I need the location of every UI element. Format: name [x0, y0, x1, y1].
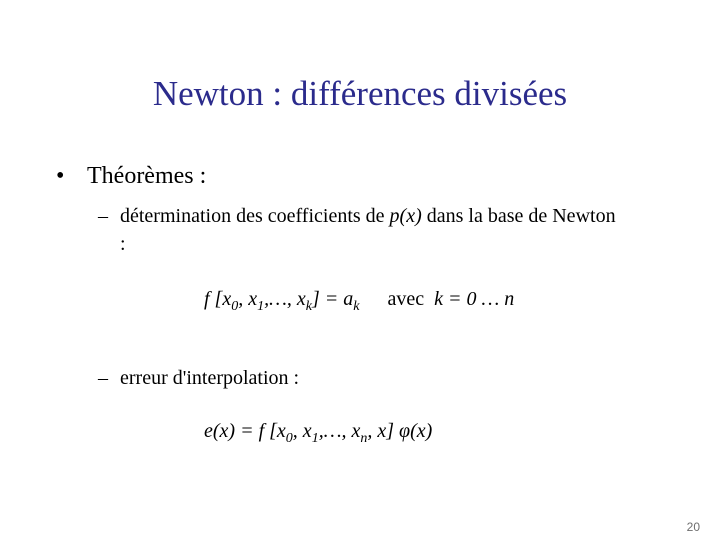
formula1-lhs: f [x: [204, 288, 232, 310]
formula1-rhs: ] = a: [312, 288, 354, 310]
slide-title: Newton : différences divisées: [152, 74, 568, 113]
formula-erreur: [204, 420, 432, 447]
sub-bullet-determination: [98, 202, 718, 258]
formula2-subn: n: [360, 431, 368, 446]
formula1-subk: k: [305, 299, 312, 314]
formula2-sub0: 0: [285, 431, 293, 446]
sub-bullet-marker: –: [98, 205, 108, 227]
formula2-rhs: , x]: [367, 420, 400, 442]
sub-bullet-determination-end: dans la base de Newton: [421, 205, 616, 227]
formula1-dots: ,…, x: [264, 288, 306, 310]
page-number: 20: [686, 520, 700, 534]
sub-bullet-marker: –: [98, 367, 108, 389]
bullet-theoremes: [56, 163, 206, 190]
sub-bullet-determination-text: détermination des coefficients de: [120, 205, 390, 227]
formula2-lhs: e(x) = f [x: [204, 420, 286, 442]
sub-bullet-erreur-text: erreur d'interpolation :: [120, 367, 300, 389]
formula1-subk2: k: [353, 299, 360, 314]
sub-bullet-erreur: [98, 364, 698, 392]
formula1-sub1: 1: [257, 299, 265, 314]
bullet-theoremes-text: Théorèmes :: [87, 163, 207, 189]
formula1-mid: , x: [238, 288, 258, 310]
formula2-sub1: 1: [311, 431, 319, 446]
bullet-marker: •: [56, 163, 65, 189]
sub-bullet-determination-colon: :: [120, 233, 126, 255]
formula1-condition: k = 0 … n: [434, 288, 515, 310]
formula2-end: (x): [410, 420, 433, 442]
formula2-phi: φ: [399, 420, 411, 442]
px-term: p(x): [389, 205, 422, 227]
formula2-mid: , x: [292, 420, 312, 442]
formula2-dots: ,…, x: [318, 420, 361, 442]
formula-coefficients: [204, 288, 514, 315]
formula1-avec: avec: [387, 288, 425, 310]
formula1-sub0: 0: [231, 299, 239, 314]
